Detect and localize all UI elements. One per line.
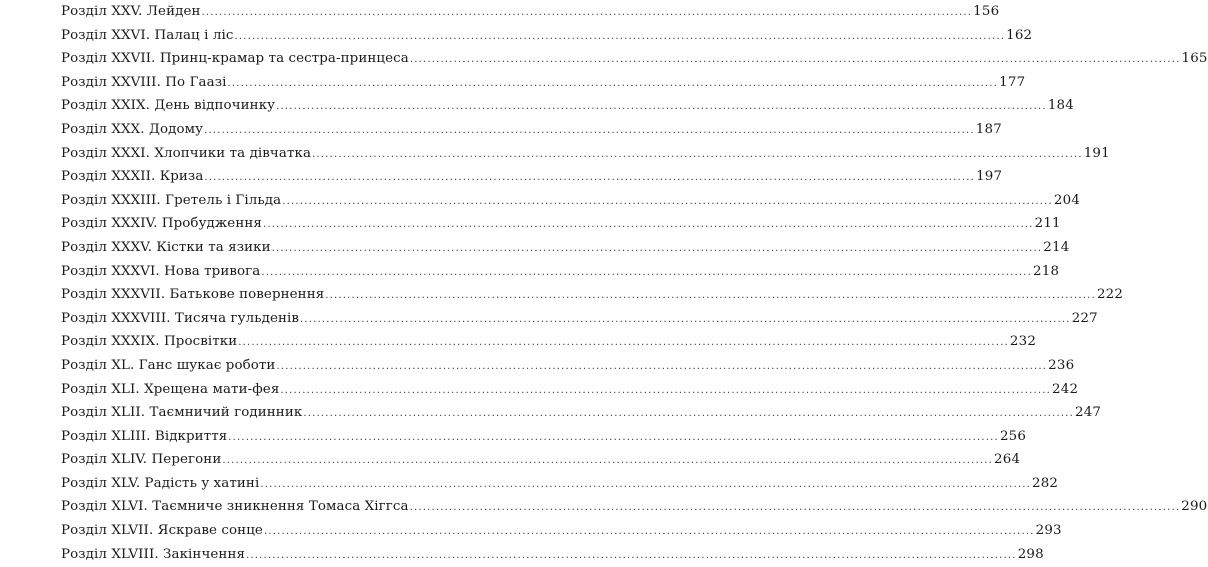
toc-entry-page: 236 (1048, 357, 1075, 373)
toc-entry-title: Розділ XXXVI. Нова тривога (61, 263, 261, 279)
toc-entry (61, 543, 1044, 567)
toc-entry-page: 204 (1053, 192, 1081, 208)
toc-dot-leader (325, 284, 1096, 308)
toc-dot-leader (263, 213, 1034, 237)
toc-entry-page: 191 (1083, 145, 1110, 161)
toc-entry-title: Розділ XLVII. Яскраве сонце (61, 523, 263, 539)
toc-dot-leader (238, 331, 1009, 355)
toc-entry-title: Розділ XXXIV. Пробудження (61, 216, 262, 232)
toc-dot-leader (272, 237, 1043, 261)
toc-entry-page: 162 (1006, 27, 1033, 43)
toc-entry (61, 94, 1074, 118)
toc-entry-title: Розділ XXXIII. Гретель і Гільда (61, 192, 282, 208)
toc-entry (61, 71, 1026, 95)
toc-entry-title: Розділ XLII. Таємничий годинник (61, 405, 303, 421)
toc-entry-page: 222 (1096, 287, 1124, 303)
toc-entry (61, 472, 1059, 496)
toc-entry-title: Розділ XLIII. Відкриття (61, 428, 228, 444)
toc-dot-leader (410, 48, 1181, 72)
toc-entry-page: 264 (994, 452, 1021, 468)
toc-dot-leader (276, 95, 1047, 119)
toc-entry-page: 211 (1034, 216, 1061, 232)
toc-entry-page: 156 (973, 4, 1000, 19)
toc-entry (61, 448, 1021, 472)
toc-entry-title: Розділ XL. Ганс шукає роботи (61, 357, 276, 373)
toc-entry-title: Розділ XXIX. День відпочинку (61, 98, 276, 114)
toc-entry-title: Розділ XLVI. Таємниче зникнення Томаса Хіггса (61, 499, 409, 515)
toc-entry-title: Розділ XXX. Додому (61, 121, 204, 137)
toc-dot-leader (204, 166, 975, 190)
toc-dot-leader (228, 426, 999, 450)
toc-entry-title: Розділ XLV. Радість у хатині (61, 475, 260, 491)
toc-entry-page: 256 (999, 428, 1027, 444)
toc-entry (61, 212, 1061, 236)
toc-dot-leader (312, 143, 1083, 167)
toc-entry-page: 165 (1181, 51, 1208, 67)
toc-entry (61, 425, 1027, 449)
toc-entry (61, 236, 1070, 260)
toc-entry-title: Розділ XLVIII. Закінчення (61, 546, 246, 562)
toc-entry (61, 118, 1002, 142)
toc-entry-page: 232 (1009, 334, 1037, 350)
toc-entry-title: Розділ XXVIII. По Гаазі (61, 74, 227, 90)
toc-entry (61, 0, 1000, 24)
toc-dot-leader (300, 308, 1071, 332)
toc-entry (61, 354, 1075, 378)
toc-dot-leader (410, 496, 1181, 520)
toc-entry-page: 282 (1031, 475, 1059, 491)
toc-dot-leader (276, 355, 1047, 379)
toc-entry-page: 197 (976, 169, 1003, 185)
toc-entry-page: 187 (975, 121, 1002, 137)
toc-entry (61, 378, 1079, 402)
toc-entry-page: 290 (1181, 499, 1208, 515)
toc-dot-leader (204, 119, 975, 143)
toc-entry-title: Розділ XXXI. Хлопчики та дівчатка (61, 145, 312, 161)
toc-entry (61, 24, 1033, 48)
toc-dot-leader (234, 25, 1005, 49)
toc-entry-page: 227 (1071, 310, 1098, 326)
toc-entry (61, 283, 1124, 307)
toc-entry (61, 142, 1110, 166)
toc-entry (61, 307, 1098, 331)
toc-dot-leader (264, 520, 1035, 544)
toc-entry-title: Розділ XXVI. Палац і ліс (61, 27, 234, 43)
toc-entry-title: Розділ XXXVII. Батькове повернення (61, 287, 325, 303)
toc-entry-page: 247 (1074, 405, 1102, 421)
toc-entry-page: 214 (1043, 239, 1070, 255)
toc-dot-leader (260, 473, 1031, 497)
toc-entry (61, 260, 1060, 284)
toc-entry-page: 293 (1035, 523, 1062, 539)
toc-entry (61, 47, 1208, 71)
toc-entry-title: Розділ XXXV. Кістки та язики (61, 239, 271, 255)
toc-dot-leader (228, 72, 999, 96)
toc-dot-leader (222, 449, 993, 473)
toc-entry (61, 330, 1037, 354)
toc-dot-leader (202, 1, 973, 25)
toc-entry-title: Розділ XXV. Лейден (61, 4, 201, 19)
toc-entry-title: Розділ XXXII. Криза (61, 169, 204, 185)
toc-dot-leader (303, 402, 1074, 426)
toc-entry-title: Розділ XLI. Хрещена мати-фея (61, 381, 280, 397)
toc-entry (61, 495, 1208, 519)
toc-entry-page: 218 (1033, 263, 1060, 279)
table-of-contents (61, 0, 1208, 566)
toc-entry-page: 298 (1017, 546, 1044, 562)
toc-dot-leader (282, 190, 1053, 214)
toc-entry (61, 189, 1081, 213)
toc-dot-leader (280, 379, 1051, 403)
toc-entry-page: 242 (1052, 381, 1079, 397)
toc-entry (61, 165, 1003, 189)
toc-entry-title: Розділ XXVII. Принц-крамар та сестра-принцеса (61, 51, 409, 67)
toc-entry-page: 184 (1047, 98, 1074, 114)
toc-entry-title: Розділ XLIV. Перегони (61, 452, 222, 468)
toc-dot-leader (246, 544, 1017, 567)
toc-entry-page: 177 (999, 74, 1026, 90)
toc-entry-title: Розділ XXXIX. Просвітки (61, 334, 238, 350)
toc-entry (61, 401, 1102, 425)
toc-entry (61, 519, 1062, 543)
toc-dot-leader (261, 261, 1032, 285)
toc-entry-title: Розділ XXXVIII. Тисяча гульденів (61, 310, 300, 326)
